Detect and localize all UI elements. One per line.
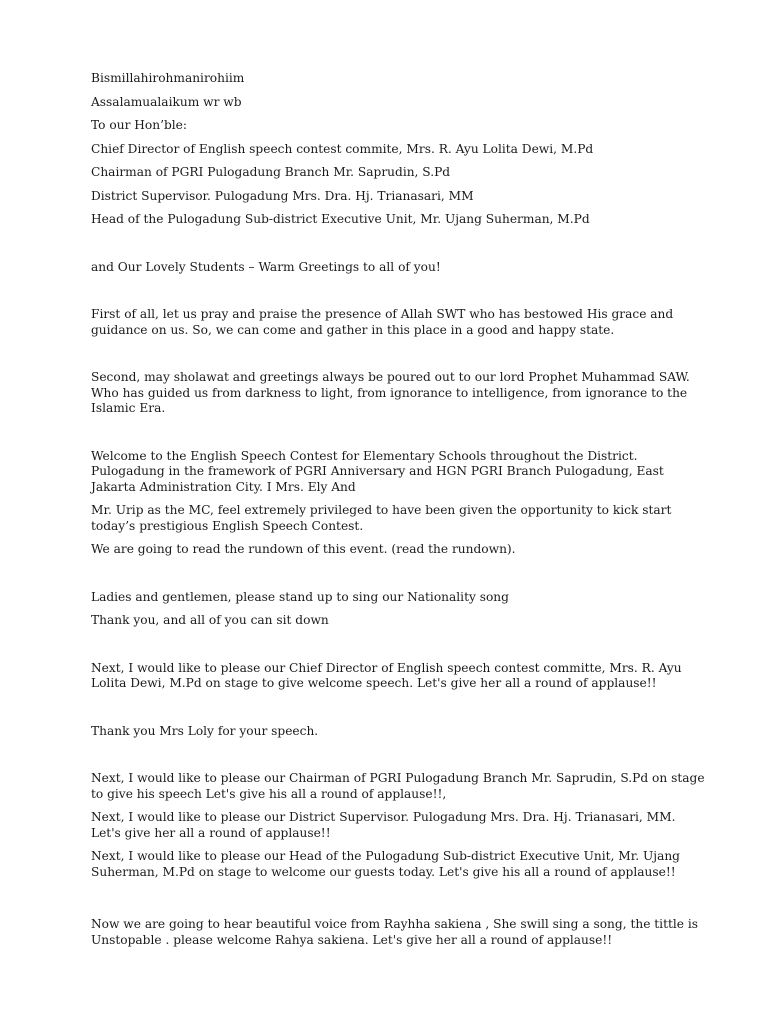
salutation-head-unit: Head of the Pulogadung Sub-district Executive Unit, Mr. Ujang Suherman, M.Pd xyxy=(91,212,590,226)
paragraph-supervisor-speech: Next, I would like to please our District Supervisor. Pulogadung Mrs. Dra. Hj. Trianasari, MM. Let's give her all a round of applause!! xyxy=(91,810,676,840)
paragraph-mc-intro: Mr. Urip as the MC, feel extremely privileged to have been given the opportunity to kick start today’s prestigious English Speech Contest. xyxy=(91,503,672,533)
greeting-salam: Assalamualaikum wr wb xyxy=(91,94,242,109)
salutation-supervisor: District Supervisor. Pulogadung Mrs. Dra. Hj. Trianasari, MM xyxy=(91,188,474,203)
paragraph-welcome: Welcome to the English Speech Contest for Elementary Schools throughout the District. Pulogadung in the framework of PGRI Anniversary and HGN PGRI Branch Pulogadung, East Jakarta Administration City. I Mrs. Ely And xyxy=(91,448,664,494)
paragraph-chairman-speech: Next, I would like to please our Chairman of PGRI Pulogadung Branch Mr. Saprudin, S.Pd on stage to give his speech Let's give his all a round of applause!!, xyxy=(91,771,705,801)
paragraph-rundown: We are going to read the rundown of this event. (read the rundown). xyxy=(91,542,516,556)
paragraph-head-unit-speech: Next, I would like to please our Head of the Pulogadung Sub-district Executive Unit, Mr. Ujang Suherman, M.Pd on stage to welcome our guests today. Let's give his all a round of applause!! xyxy=(91,849,680,879)
paragraph-sholawat: Second, may sholawat and greetings always be poured out to our lord Prophet Muhammad SAW. Who has guided us from darkness to light, from ignorance to intelligence, from ignorance to the Islamic Era. xyxy=(91,370,690,415)
salutation-chairman: Chairman of PGRI Pulogadung Branch Mr. Saprudin, S.Pd xyxy=(91,165,451,179)
salutation-students: and Our Lovely Students – Warm Greetings to all of you! xyxy=(91,259,441,274)
paragraph-song-performance: Now we are going to hear beautiful voice from Rayhha sakiena , She swill sing a song, the tittle is Unstopable . please welcome Rahya sakiena. Let's give her all a round of applause!! xyxy=(91,917,699,947)
salutation-header: To our Hon’ble: xyxy=(91,118,187,132)
paragraph-chief-director-speech: Next, I would like to please our Chief Director of English speech contest committe, Mrs. R. Ayu Lolita Dewi, M.Pd on stage to give welcome speech. Let's give her all a round of applause!! xyxy=(91,660,682,690)
opening-bismillah: Bismillahirohmanirohiim xyxy=(91,71,245,85)
paragraph-thanks-loly: Thank you Mrs Loly for your speech. xyxy=(91,723,319,738)
paragraph-sit-down: Thank you, and all of you can sit down xyxy=(91,613,329,627)
paragraph-anthem: Ladies and gentlemen, please stand up to sing our Nationality song xyxy=(91,589,509,604)
salutation-chief-director: Chief Director of English speech contest commite, Mrs. R. Ayu Lolita Dewi, M.Pd xyxy=(91,141,594,156)
paragraph-prayer: First of all, let us pray and praise the presence of Allah SWT who has bestowed His grace and guidance on us. So, we can come and gather in this place in a good and happy state. xyxy=(91,307,674,337)
